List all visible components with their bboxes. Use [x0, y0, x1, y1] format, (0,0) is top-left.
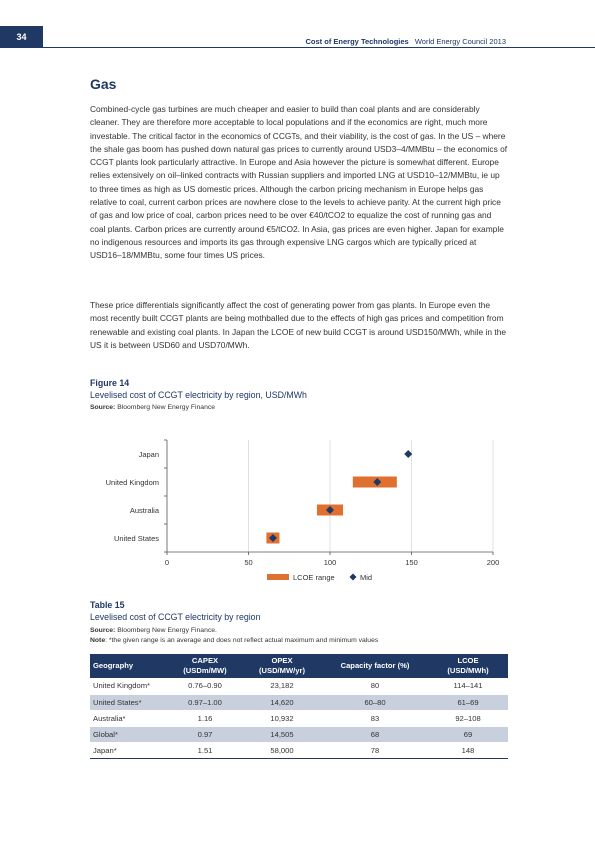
- cell-opex: 14,620: [242, 694, 322, 710]
- header-lcoe-line2: (USD/MWh): [447, 666, 489, 675]
- header-capex-line1: CAPEX: [191, 656, 219, 665]
- cell-geography: Australia*: [90, 710, 168, 726]
- header-geography: Geography: [90, 654, 168, 678]
- header-rule: [43, 47, 595, 48]
- cell-geography: United States*: [90, 694, 168, 710]
- cell-capacity-factor: 60–80: [322, 694, 428, 710]
- x-tick-label: 150: [405, 558, 418, 567]
- cell-geography: Global*: [90, 726, 168, 742]
- category-label: United States: [113, 534, 159, 543]
- header-lcoe-line1: LCOE: [457, 656, 479, 665]
- section-heading: Gas: [90, 76, 117, 92]
- table-number: Table 15: [90, 600, 125, 610]
- cell-lcoe: 114–141: [428, 678, 508, 694]
- chart-axes: [164, 440, 493, 555]
- cell-opex: 10,932: [242, 710, 322, 726]
- chart-labels: [106, 450, 500, 567]
- legend-label-mid: Mid: [360, 573, 373, 582]
- header-opex: [242, 654, 322, 678]
- chart-legend: [267, 573, 372, 582]
- x-tick-label: 0: [164, 558, 170, 567]
- cell-capex: 0.97–1.00: [168, 694, 242, 710]
- cell-capacity-factor: 68: [322, 726, 428, 742]
- cell-opex: 58,000: [242, 742, 322, 758]
- legend-label-range: LCOE range: [293, 573, 335, 582]
- header-capex-line2: (USDm/MW): [183, 666, 227, 675]
- header-capex: [168, 654, 242, 678]
- header-capacity-factor: Capacity factor (%): [322, 654, 428, 678]
- table-note: [90, 637, 378, 644]
- cell-opex: 14,505: [242, 726, 322, 742]
- cell-opex: 23,182: [242, 678, 322, 694]
- table-row: [90, 726, 508, 742]
- mid-point-marker: [404, 450, 412, 458]
- figure-source: [90, 404, 215, 411]
- lcoe-chart: [85, 432, 505, 590]
- legend-swatch-range: [267, 574, 289, 580]
- cell-geography: Japan*: [90, 742, 168, 758]
- chart-marks: [266, 450, 412, 544]
- x-tick-label: 50: [244, 558, 253, 567]
- header-opex-line1: OPEX: [271, 656, 293, 665]
- table-source: [90, 627, 217, 634]
- header-opex-line2: (USD/MW/yr): [259, 666, 305, 675]
- table-row: [90, 742, 508, 758]
- legend-swatch-mid: [350, 574, 357, 581]
- category-label: Australia: [129, 506, 159, 515]
- table-header-row: [90, 654, 508, 678]
- table-note-label: Note: [90, 637, 106, 644]
- figure-source-label: Source:: [90, 404, 116, 411]
- chart-grid: [249, 440, 494, 552]
- table-row: [90, 678, 508, 694]
- cell-capex: 1.51: [168, 742, 242, 758]
- category-label: Japan: [138, 450, 159, 459]
- cell-capex: 0.97: [168, 726, 242, 742]
- page-number: 34: [16, 32, 27, 42]
- table-row: [90, 710, 508, 726]
- cell-lcoe: 92–108: [428, 710, 508, 726]
- cell-lcoe: 61–69: [428, 694, 508, 710]
- cell-geography: United Kingdom*: [90, 678, 168, 694]
- cell-capacity-factor: 83: [322, 710, 428, 726]
- figure-number: Figure 14: [90, 378, 130, 388]
- table-row: [90, 694, 508, 710]
- cell-capex: 0.76–0.90: [168, 678, 242, 694]
- table-source-label: Source:: [90, 627, 116, 634]
- cell-capex: 1.16: [168, 710, 242, 726]
- x-tick-label: 100: [323, 558, 337, 567]
- cell-lcoe: 69: [428, 726, 508, 742]
- figure-title: Levelised cost of CCGT electricity by region, USD/MWh: [90, 390, 307, 400]
- body-paragraph-2: These price differentials significantly affect the cost of generating power from gas plants. In Europe even the most recently built CCGT plants are being mothballed due to the effects of high gas prices and competition from renewable and existing coal plants. In Japan the LCOE of new build CCGT is around USD150/MWh, while in the US it is between USD60 and USD70/MWh.: [90, 300, 507, 350]
- x-tick-label: 200: [486, 558, 500, 567]
- cell-lcoe: 148: [428, 742, 508, 758]
- figure-source-text: Bloomberg New Energy Finance: [117, 404, 216, 411]
- table-note-text: : *the given range is an average and does not reflect actual maximum and minimum values: [105, 637, 379, 644]
- publication-subtitle: World Energy Council 2013: [414, 37, 506, 46]
- body-paragraph-1: Combined-cycle gas turbines are much cheaper and easier to build than coal plants and are considerably cleaner. They are therefore more acceptable to local populations and if the economics are right, much more investable. The critical factor in the economics of CCGTs, and their viability, is the cost of gas. In the US – where the shale gas boom has pushed down natural gas prices to currently around USD3–4/MMBtu – the economics of CCGT plants look particularly attractive. In Europe and Asia however the picture is somewhat different. Europe relies extensively on oil–linked contracts with Russian suppliers and imported LNG at USD10–12/MMBtu, ie up to three times as high as US domestic prices. Although the carbon pricing mechanism in Europe helps gas relative to coal, current carbon prices are nowhere close to the levels to achieve parity. At the current high price of gas and low price of coal, carbon prices need to be over €40/tCO2 to equalize the cost of running gas and coal plants. Carbon prices are currently around €5/tCO2. In Asia, gas prices are even higher. Japan for example no indigenous resources and imports its gas through expensive LNG cargos which are typically priced at USD16–18/MMBtu, some four times US prices.: [90, 104, 508, 261]
- cell-capacity-factor: 78: [322, 742, 428, 758]
- category-label: United Kingdom: [105, 478, 159, 487]
- table-source-text: Bloomberg New Energy Finance.: [117, 627, 217, 634]
- publication-title: Cost of Energy Technologies: [305, 37, 409, 46]
- page-number-badge: [0, 26, 43, 48]
- table-title: Levelised cost of CCGT electricity by region: [90, 612, 261, 622]
- lcoe-table: [90, 654, 508, 759]
- header-lcoe: [428, 654, 508, 678]
- cell-capacity-factor: 80: [322, 678, 428, 694]
- running-head: [306, 37, 506, 46]
